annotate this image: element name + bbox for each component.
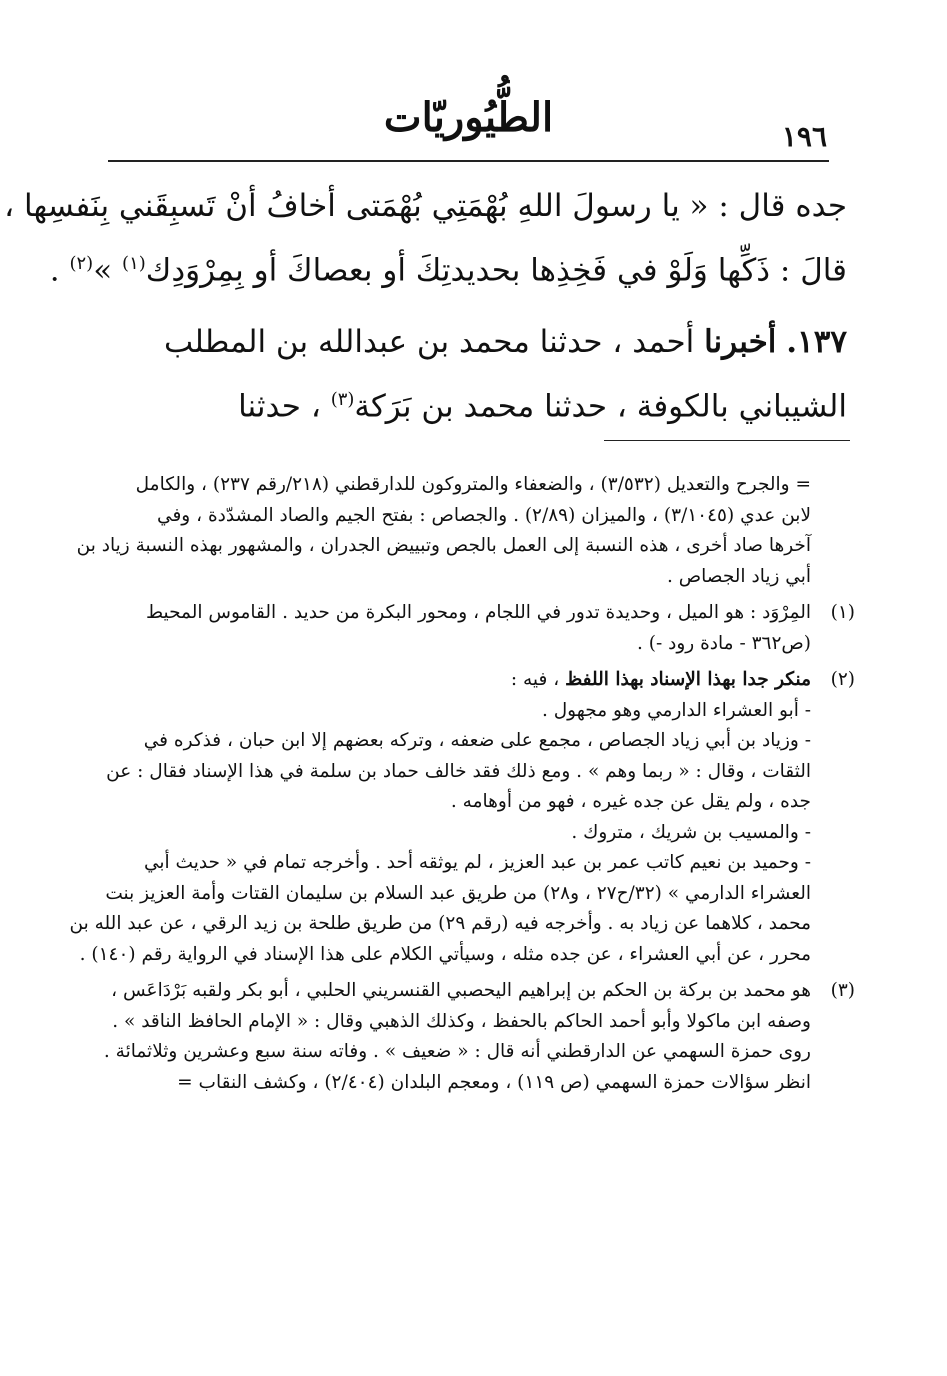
footnote-2 — [104, 665, 855, 696]
main-text-span: . — [49, 252, 70, 289]
footnote-3 — [104, 976, 855, 1007]
footnote-marker: (٢) — [830, 669, 855, 690]
footnote-line: - وحميد بن نعيم كاتب عمر بن عبد العزيز ، لم يوثقه أحد . وأخرجه تمام في « حديث أبي — [143, 852, 811, 873]
footnote-line: - أبو العشراء الدارمي وهو مجهول . — [541, 699, 811, 721]
main-text — [4, 178, 847, 299]
hadith-number: ١٣٧. — [786, 324, 847, 360]
hadith-137 — [104, 314, 847, 435]
hadith-line — [104, 314, 847, 371]
footnote-line: انظر سؤالات حمزة السهمي (ص ١١٩) ، ومعجم البلدان (٢/٤٠٤) ، وكشف النقاب = — [177, 1071, 811, 1093]
footnote-text: هو محمد بن بركة بن الحكم بن إبراهيم اليحصبي القنسريني الحلبي ، أبو بكر ولقبه بَرْدَاعَس ، — [111, 980, 811, 1001]
hadith-text: الشيباني بالكوفة ، حدثنا محمد بن بَرَكة — [354, 388, 847, 425]
footnote-ref: (٣) — [330, 389, 355, 410]
footnote-line: وصفه ابن ماكولا وأبو أحمد الحاكم بالحفظ ، وكذلك الذهبي وقال : « الإمام الحافظ الناقد » . — [112, 1010, 811, 1032]
footnote-line: العشراء الدارمي » (٣٢/ح٢٧ ، و٢٨) من طريق عبد السلام بن سليمان القتات وأمة العزيز بنت — [105, 882, 811, 904]
footnote-line: أبي زياد الجصاص . — [667, 565, 811, 587]
main-text-span: » — [93, 252, 123, 289]
page-header — [110, 88, 827, 158]
footnote-text: المِرْوَد : هو الميل ، وحديدة تدور في اللجام ، ومحور البكرة من حديد . القاموس المحيط — [145, 602, 811, 623]
footnote-line: - وزياد بن أبي زياد الجصاص ، مجمع على ضعفه ، وتركه بعضهم إلا ابن حبان ، فذكره في — [143, 730, 811, 751]
page-number: ١٩٦ — [781, 120, 827, 153]
footnote-1 — [104, 598, 855, 629]
main-text-line: جده قال : « يا رسولَ اللهِ بُهْمَتِي بُهْمَتى أخافُ أنْ تَسبِقَني بِنَفسِها ، — [4, 188, 847, 224]
footnotes — [69, 470, 855, 1098]
footnote-line: - والمسيب بن شريك ، متروك . — [571, 821, 811, 843]
footnote-text: ، فيه : — [510, 669, 566, 690]
footnote-line: (ص٣٦٢ - مادة رود -) . — [637, 632, 811, 654]
footnote-separator — [604, 440, 850, 441]
footnote-line: محمد ، كلاهما عن زياد به . وأخرجه فيه (رقم ٢٩) من طريق طلحة بن زيد الرقي ، عن عبد الله بن — [69, 913, 811, 934]
main-text-line — [49, 235, 847, 299]
footnote-line: روى حمزة السهمي عن الدارقطني أنه قال : « ضعيف » . وفاته سنة سبع وعشرين وثلاثمائة . — [103, 1041, 811, 1062]
footnote-line: جده ، ولم يقل عن جده غيره ، فهو من أوهامه . — [450, 791, 811, 812]
footnote-line: محرر ، عن أبي العشراء ، عن جده مثله ، وسيأتي الكلام على هذا الإسناد في الرواية رقم (١٤٠) . — [79, 943, 811, 965]
footnote-line: آخرها صاد أخرى ، هذه النسبة إلى العمل بالجص وتبييض الجدران ، والمشهور بهذه النسبة زياد بن — [76, 535, 811, 556]
hadith-line — [104, 371, 847, 435]
hadith-text: ، حدثنا — [238, 388, 331, 425]
footnote-ref: (١) — [122, 253, 146, 274]
footnote-heading: منكر جدا بهذا الإسناد بهذا اللفظ — [565, 669, 811, 690]
hadith-lead: أخبرنا — [704, 324, 777, 360]
hadith-text: أحمد ، حدثنا محمد بن عبدالله بن المطلب — [163, 324, 705, 360]
main-text-span: قالَ : ذَكِّها وَلَوْ في فَخِذِها بحديدتِكَ أو بعصاكَ أو بِمِرْوَدِك — [145, 252, 847, 289]
footnote-marker: (٣) — [830, 980, 855, 1001]
book-title: الطُّيُوريّات — [383, 94, 554, 141]
footnote-marker: (١) — [830, 602, 855, 623]
footnote-ref: (٢) — [69, 253, 94, 274]
footnote-line: لابن عدي (٣/١٠٤٥) ، والميزان (٢/٨٩) . والجصاص : بفتح الجيم والصاد المشدّدة ، وفي — [157, 504, 811, 526]
footnote-line: الثقات ، وقال : « ربما وهم » . ومع ذلك فقد خالف حماد بن سلمة في هذا الإسناد فقال : عن — [106, 760, 811, 782]
footnote-line: = والجرح والتعديل (٣/٥٣٢) ، والضعفاء والمتروكون للدارقطني (٢١٨/رقم ٢٣٧) ، والكامل — [135, 474, 811, 495]
header-rule — [108, 160, 829, 162]
